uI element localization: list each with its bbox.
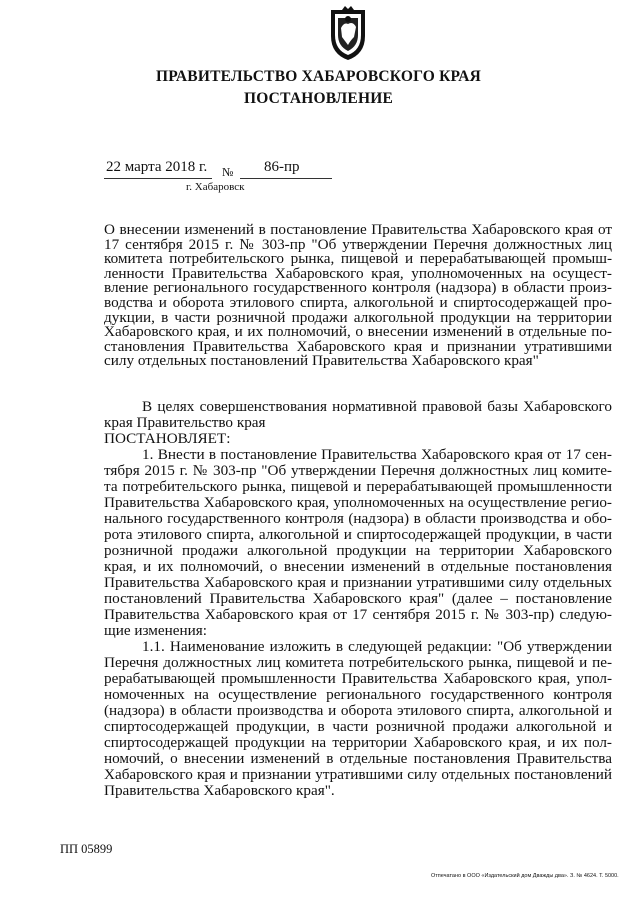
body-line: 1.1. Наименование изложить в следующей редакции: "Об утверждении — [142, 638, 612, 655]
body-line: номочий, о внесении изменений в отдельные постановления Правительства — [104, 750, 612, 767]
title-line: О внесении изменений в постановление Правительства Хабаровского края от — [104, 221, 612, 238]
body-line: рерабатывающей промышленности Правительства Хабаровского края, упол- — [104, 670, 612, 687]
body-line: края Правительство края — [104, 414, 266, 431]
document-type: ПОСТАНОВЛЕНИЕ — [243, 90, 394, 107]
body-line: края, и их полномочий, о внесении изменений в отдельные постановления — [104, 558, 612, 575]
body-line: Правительства Хабаровского края от 17 сентября 2015 г. № 303-пр) следую- — [104, 606, 612, 623]
body-line: номоченных на осуществление регионального государственного контроля — [104, 686, 612, 703]
coat-of-arms-icon — [329, 6, 367, 62]
body-line: спиртосодержащей продукции на территории Хабаровского края, и их пол- — [104, 734, 612, 751]
title-line: становления Правительства Хабаровского края и признании утратившими — [104, 337, 612, 355]
body-line: тября 2015 г. № 303-пр "Об утверждении Перечня должностных лиц комите- — [104, 462, 612, 479]
body-line: (надзора) в области производства и оборота этилового спирта, алкогольной и — [104, 702, 612, 719]
document-code: ПП 05899 — [60, 842, 113, 856]
body-line: Правительства Хабаровского края и признании утратившими силу отдельных — [104, 574, 612, 591]
date-underline — [104, 178, 212, 179]
title-line: дукции, в части розничной продажи алкогольной продукции на территории — [104, 308, 612, 326]
body-line: 1. Внести в постановление Правительства Хабаровского края от 17 сен- — [142, 446, 612, 463]
title-line: 17 сентября 2015 г. № 303-пр "Об утверждении Перечня должностных лиц — [104, 235, 612, 253]
title-line: вление регионального государственного контроля (надзора) в области произ- — [104, 279, 612, 297]
body-line: нального государственного контроля (надзора) в области производства и обо- — [104, 510, 612, 527]
body-line: Правительства Хабаровского края". — [104, 782, 335, 799]
document-body — [104, 399, 612, 799]
title-line: Хабаровского края, и их полномочий, о внесении изменений в отдельные по- — [104, 323, 612, 341]
body-line: спиртосодержащей продукции, в части розничной продажи алкогольной и — [104, 718, 612, 735]
body-line: щие изменения: — [104, 622, 207, 639]
document-city: г. Хабаровск — [186, 181, 245, 193]
title-line: ленности Правительства Хабаровского края, уполномоченных на осущест- — [104, 264, 612, 282]
body-line: Хабаровского края и признании утратившими силу отдельных постановлений — [104, 766, 612, 783]
government-title: ПРАВИТЕЛЬСТВО ХАБАРОВСКОГО КРАЯ — [155, 68, 482, 85]
number-sign: № — [222, 165, 234, 179]
print-note: Отпечатано в ООО «Издательский дом Дважды два». З. № 4624. Т. 5000. — [431, 873, 619, 879]
body-line: В целях совершенствования нормативной правовой базы Хабаровского — [142, 398, 612, 415]
body-line: та потребительского рынка, пищевой и перерабатывающей промышленности — [104, 478, 612, 495]
body-line: розничной продажи алкогольной продукции на территории Хабаровского — [104, 542, 612, 559]
document-title — [104, 223, 612, 369]
number-underline — [240, 178, 332, 179]
body-line: Правительства Хабаровского края, уполномоченных на осуществление регио- — [104, 494, 612, 511]
body-line: рота этилового спирта, алкогольной и спиртосодержащей продукции, в части — [104, 526, 612, 543]
title-line: водства и оборота этилового спирта, алкогольной и спиртосодержащей про- — [104, 293, 612, 311]
document-number: 86-пр — [264, 159, 300, 175]
body-line: Перечня должностных лиц комитета потребительского рынка, пищевой и пе- — [104, 654, 612, 671]
title-line: силу отдельных постановлений Правительства Хабаровского края" — [104, 352, 539, 370]
body-line: постановлений Правительства Хабаровского края" (далее – постановление — [104, 590, 612, 607]
document-date: 22 марта 2018 г. — [106, 159, 208, 175]
title-line: комитета потребительского рынка, пищевой и перерабатывающей промыш- — [104, 250, 612, 268]
resolves-heading: ПОСТАНОВЛЯЕТ: — [104, 430, 231, 447]
